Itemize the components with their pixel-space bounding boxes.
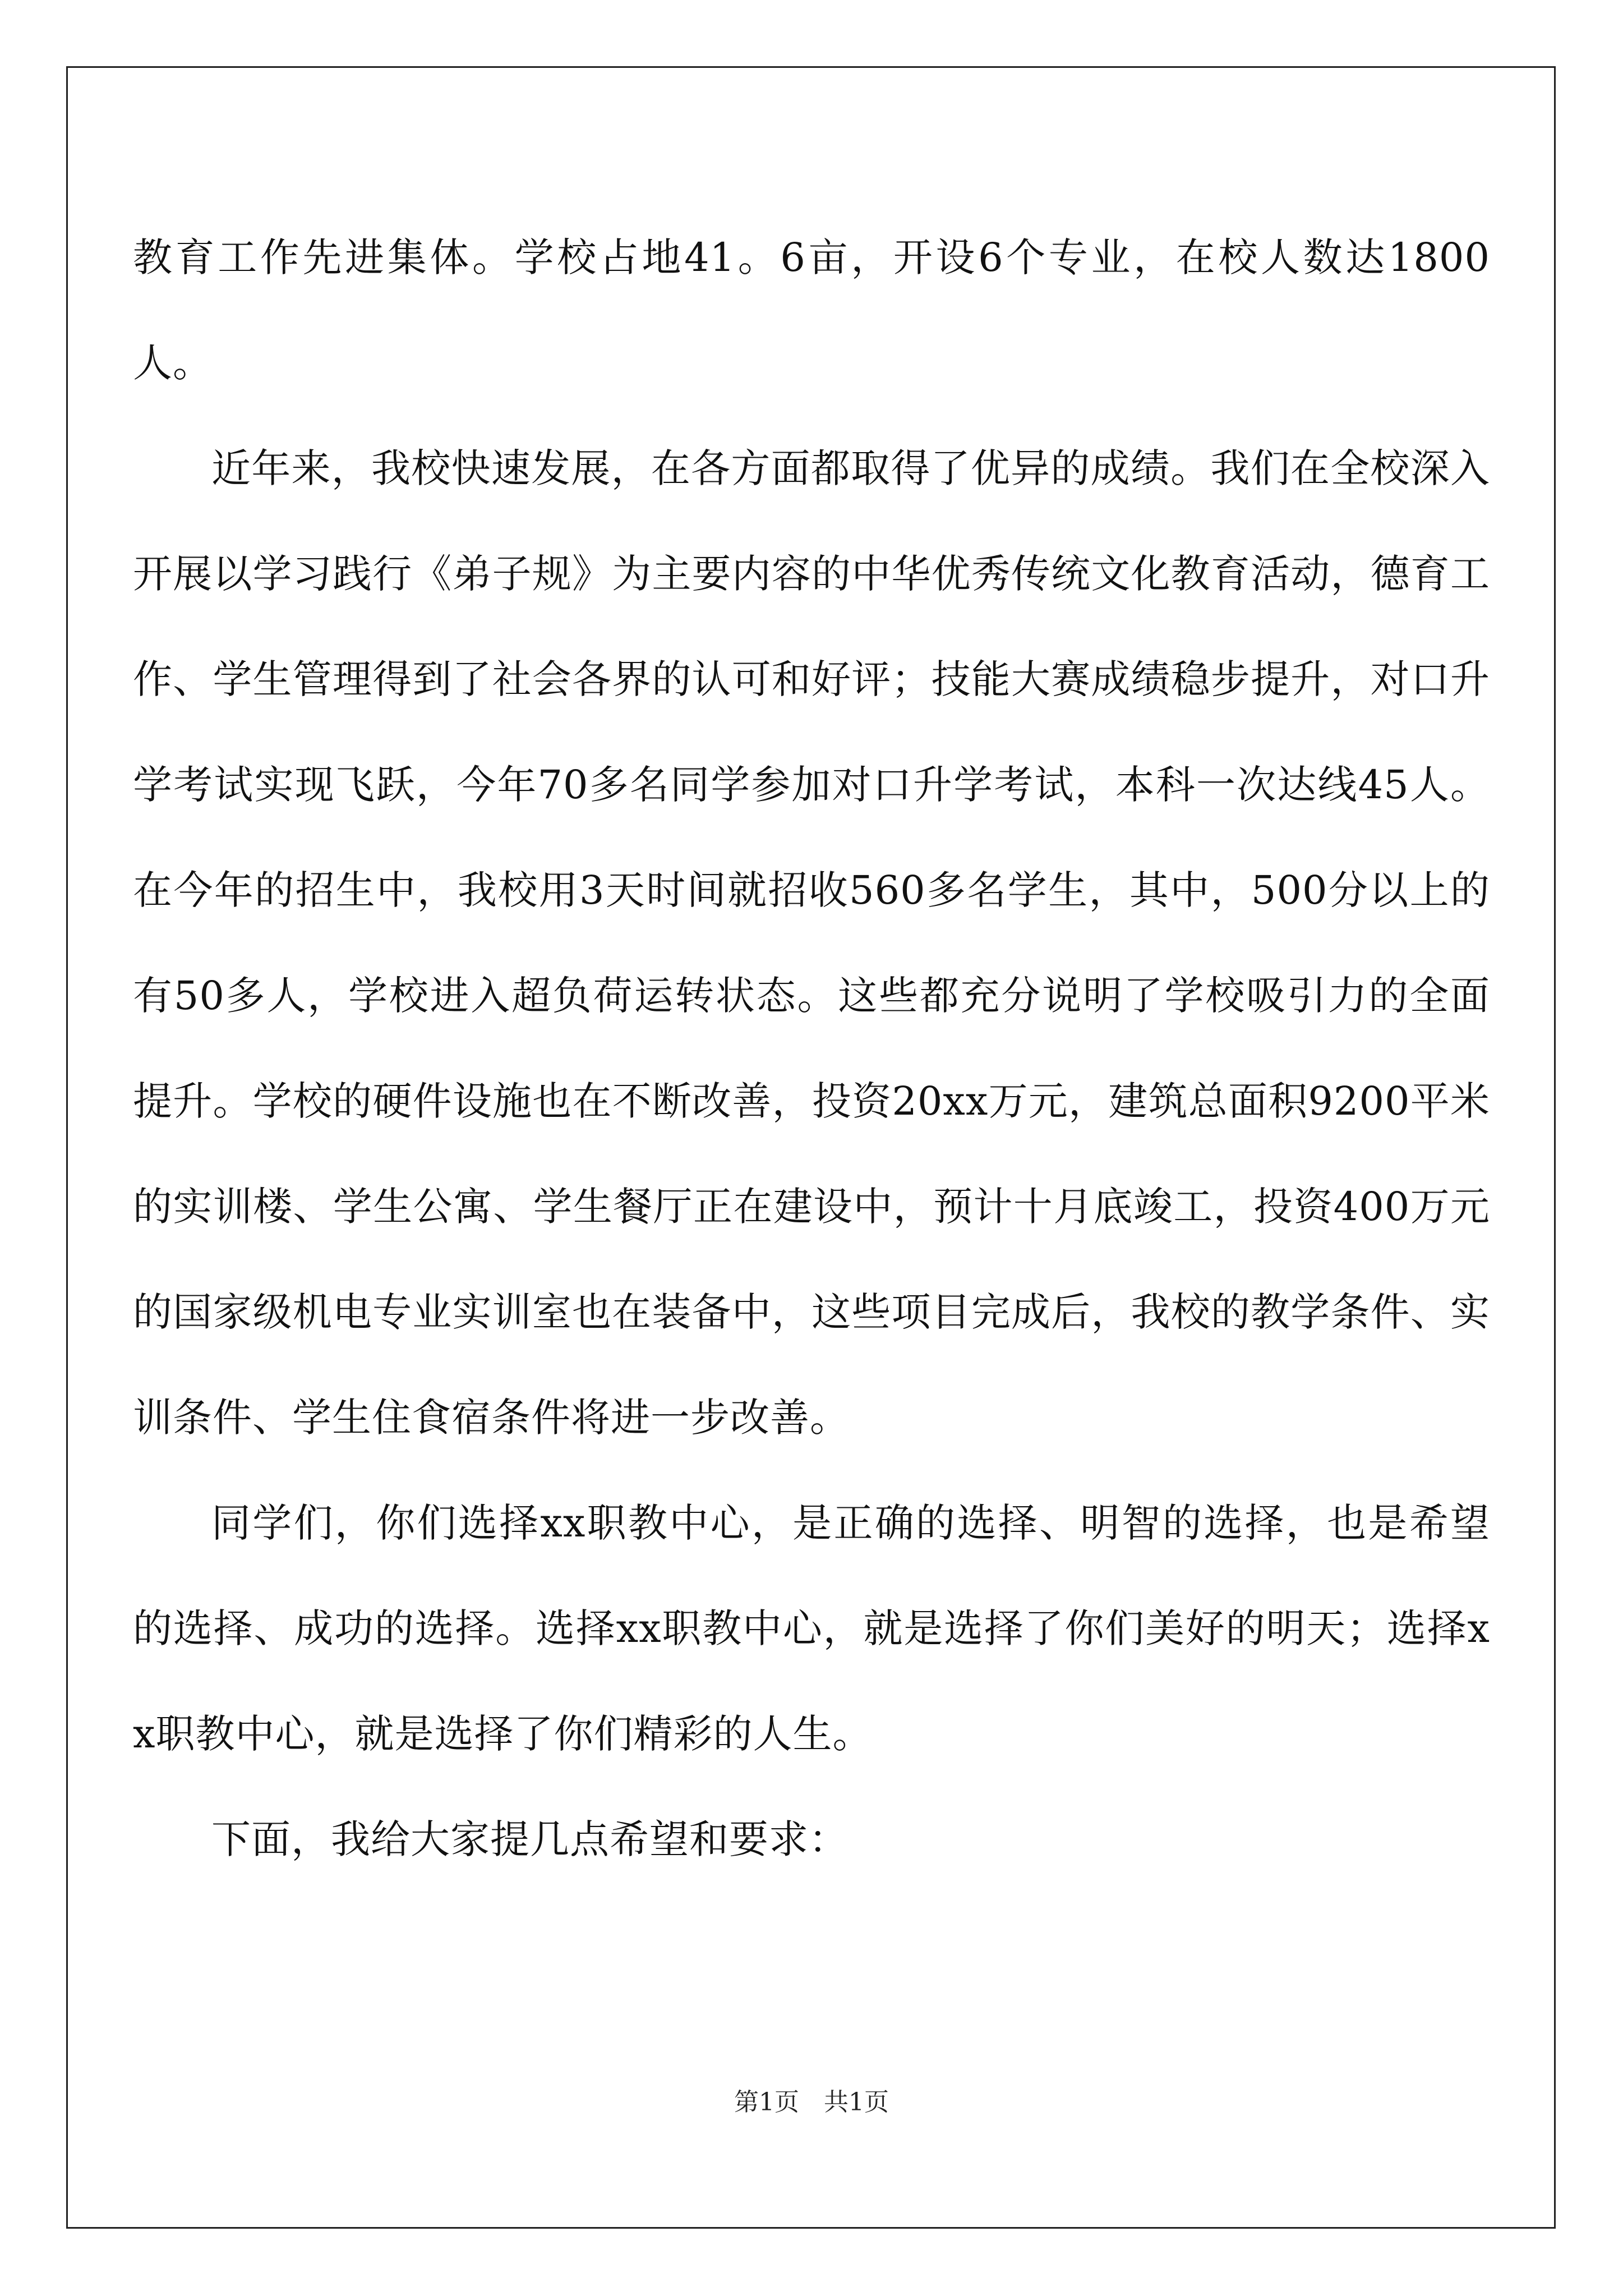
paragraph-choice: 同学们，你们选择xx职教中心，是正确的选择、明智的选择，也是希望的选择、成功的选择。选择xx职教中心，就是选择了你们美好的明天；选择xx职教中心，就是选择了你们精彩的人生。 — [133, 1500, 1490, 1757]
paragraph-requirements-intro: 下面，我给大家提几点希望和要求： — [211, 1816, 849, 1862]
paragraph-school-intro-end: 教育工作先进集体。学校占地41。6亩，开设6个专业，在校人数达1800人。 — [133, 234, 1490, 386]
paragraph-achievements: 近年来，我校快速发展，在各方面都取得了优异的成绩。我们在全校深入开展以学习践行《弟子规》为主要内容的中华优秀传统文化教育活动，德育工作、学生管理得到了社会各界的认可和好评；技能大赛成绩稳步提升，对口升学考试实现飞跃，今年70多名同学参加对口升学考试，本科一次达线45人。在今年的招生中，我校用3天时间就招收560多名学生，其中，500分以上的有50多人，学校进入超负荷运转状态。这些都充分说明了学校吸引力的全面提升。学校的硬件设施也在不断改善，投资20xx万元，建筑总面积9200平米的实训楼、学生公寓、学生餐厅正在建设中，预计十月底竣工，投资400万元的国家级机电专业实训室也在装备中，这些项目完成后，我校的教学条件、实训条件、学生住食宿条件将进一步改善。 — [133, 445, 1490, 1441]
document-body — [133, 205, 1490, 1892]
page-footer: 第1页 共1页 — [734, 2088, 889, 2116]
